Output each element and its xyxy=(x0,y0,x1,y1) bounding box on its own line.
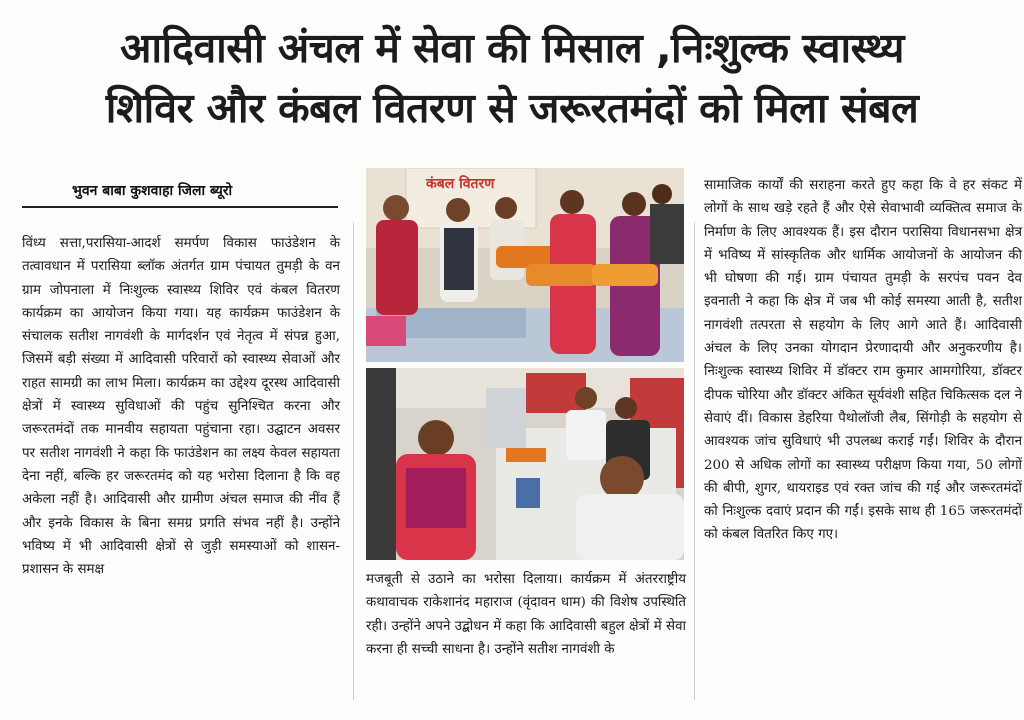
photo-blanket-distribution xyxy=(366,168,684,362)
column-divider xyxy=(694,222,695,700)
headline-line-2: शिविर और कंबल वितरण से जरूरतमंदों को मिला संबल xyxy=(105,84,919,132)
banner-text: कंबल वितरण xyxy=(426,176,495,192)
article-column-1: विंध्य सत्ता,परासिया-आदर्श समर्पण विकास फाउंडेशन के तत्वावधान में परासिया ब्लॉक अंतर्गत ग्राम पंचायत तुमड़ी के वन ग्राम जोपनाला में निःशुल्क स्वास्थ्य शिविर एवं कंबल वितरण कार्यक्रम का आयोजन किया गया। यह कार्यक्रम फाउंडेशन के संचालक सतीश नागवंशी के मार्गदर्शन एवं नेतृत्व में संपन्न हुआ, जिसमें बड़ी संख्या में आदिवासी परिवारों को स्वास्थ्य सेवाओं और राहत सामग्री का लाभ मिला। कार्यक्रम का उद्देश्य दूरस्थ आदिवासी क्षेत्रों में स्वास्थ्य सुविधाओं की पहुंच सुनिश्चित करना और जरूरतमंदों तक मानवीय सहायता पहुंचाना रहा। उद्घाटन अवसर पर सतीश नागवंशी ने कहा कि फाउंडेशन का लक्ष्य केवल सहायता देना नहीं, बल्कि हर जरूरतमंद को यह भरोसा दिलाना है कि वह अकेला नहीं है। आदिवासी और ग्रामीण अंचल समाज की नींव हैं और इनके विकास के बिना समग्र प्रगति संभव नहीं है। उन्होंने भविष्य में भी आदिवासी क्षेत्रों से जुड़ी समस्याओं को शासन-प्रशासन के समक्ष xyxy=(22,236,340,578)
article-column-2: मजबूती से उठाने का भरोसा दिलाया। कार्यक्रम में अंतरराष्ट्रीय कथावाचक राकेशानंद महाराज (वृंदावन धाम) की विशेष उपस्थिति रही। उन्होंने अपने उद्बोधन में कहा कि आदिवासी बहुल क्षेत्रों में सेवा करना ही सच्ची साधना है। उन्होंने सतीश नागवंशी के xyxy=(366,572,686,657)
headline xyxy=(12,18,1012,138)
article-column-3: सामाजिक कार्यों की सराहना करते हुए कहा कि वे हर संकट में लोगों के साथ खड़े रहते हैं और ऐसे सेवाभावी व्यक्तित्व समाज के निर्माण के लिए आवश्यक हैं। इस दौरान परासिया विधानसभा क्षेत्र में भविष्य में सांस्कृतिक और धार्मिक आयोजनों के आयोजन की भी घोषणा की गई। ग्राम पंचायत तुमड़ी के सरपंच पवन देव इवनाती ने कहा कि क्षेत्र में जब भी कोई समस्या आती है, सतीश नागवंशी तत्परता से सहयोग के लिए आगे आते हैं। आदिवासी अंचल के लिए उनका योगदान प्रेरणादायी और अनुकरणीय है। निःशुल्क स्वास्थ्य शिविर में डॉक्टर राम कुमार आमगोरिया, डॉक्टर दीपक चोरिया और डॉक्टर अंकित सूर्यवंशी सहित चिकित्सक दल ने सेवाएं दीं। विकास डेहरिया पैथोलॉजी लैब, सिंगोड़ी के सहयोग से आवश्यक जांच सुविधाएं भी उपलब्ध कराई गईं। शिविर के दौरान 200 से अधिक लोगों का स्वास्थ्य परीक्षण किया गया, 50 लोगों की बीपी, शुगर, थायराइड एवं रक्त जांच की गई और जरूरतमंदों को निःशुल्क दवाएं प्रदान की गईं। इसके साथ ही 165 जरूरतमंदों को कंबल वितरित किए गए। xyxy=(704,178,1022,543)
headline-line-1: आदिवासी अंचल में सेवा की मिसाल ,निःशुल्क स्वास्थ्य xyxy=(120,24,904,72)
column-divider xyxy=(353,222,354,700)
byline: भुवन बाबा कुशवाहा जिला ब्यूरो xyxy=(22,181,338,208)
photo-health-camp xyxy=(366,368,684,560)
